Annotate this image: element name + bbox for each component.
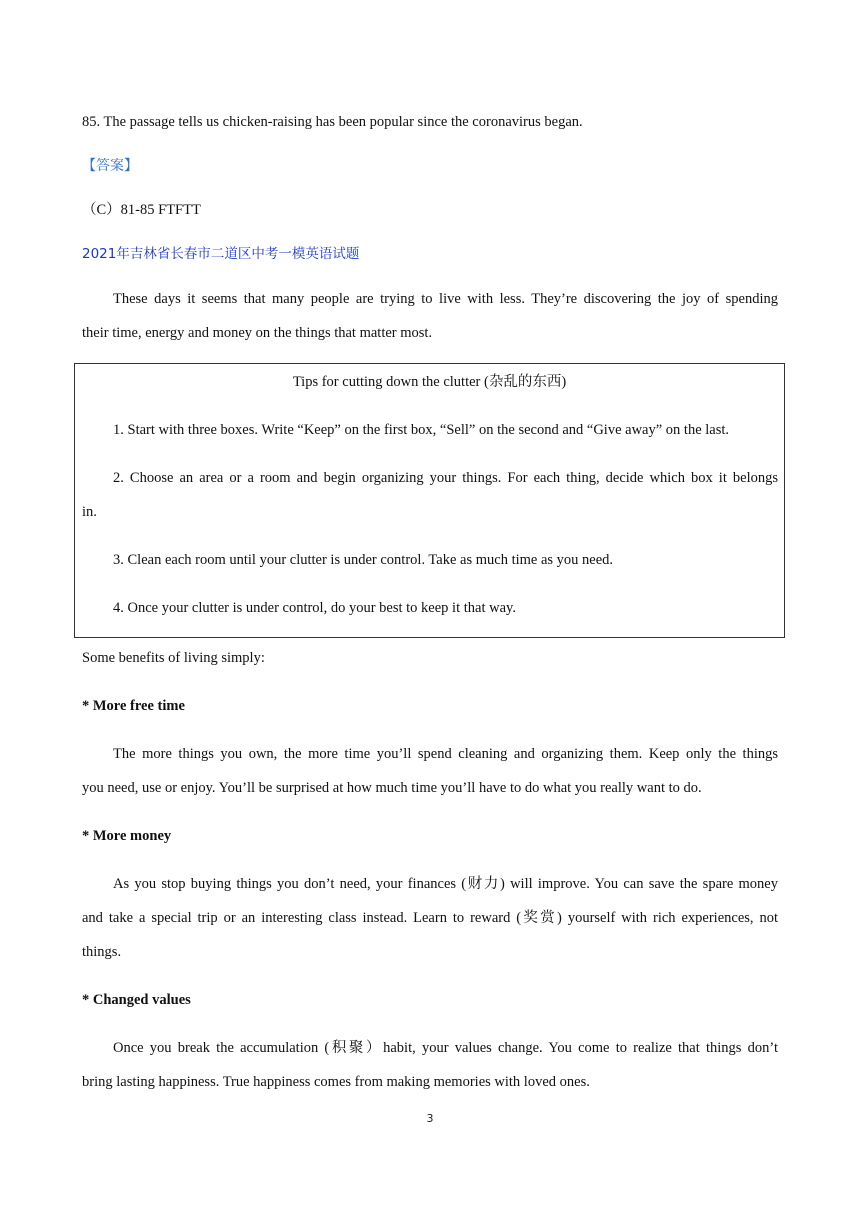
benefit-2-line-3: things. [82,944,122,960]
benefit-3-line-2: bring lasting happiness. True happiness comes from making memories with loved ones. [82,1074,590,1090]
benefit-2-heading: * More money [82,828,172,844]
source-title-link[interactable]: 2021年吉林省长春市二道区中考一模英语试题 [82,246,360,262]
answer-label: 【答案】 [82,158,138,174]
tip-3: 3. Clean each room until your clutter is under control. Take as much time as you need. [113,552,614,568]
benefit-3-heading: * Changed values [82,992,191,1008]
tip-2-line-1: 2. Choose an area or a room and begin organizing your things. For each thing, decide which box it belongs [113,470,778,486]
tip-2-line-2: in. [82,504,97,520]
page-number: 3 [426,1112,434,1125]
benefits-intro: Some benefits of living simply: [82,650,265,666]
benefit-3-line-1: Once you break the accumulation (积聚）habit, your values change. You come to realize that things don’t [113,1040,778,1056]
intro-line-2: their time, energy and money on the things that matter most. [82,325,433,341]
tips-title: Tips for cutting down the clutter (杂乱的东西) [292,374,567,390]
intro-line-1: These days it seems that many people are trying to live with less. They’re discovering the joy of spending [113,291,778,307]
tip-1: 1. Start with three boxes. Write “Keep” on the first box, “Sell” on the second and “Give away” on the last. [113,422,730,438]
benefit-2-line-2: and take a special trip or an interesting class instead. Learn to reward (奖赏) yourself with rich experiences, not [82,910,778,926]
tips-box [74,363,785,638]
benefit-1-line-2: you need, use or enjoy. You’ll be surprised at how much time you’ll have to do what you really want to do. [82,780,702,796]
benefit-1-line-1: The more things you own, the more time you’ll spend cleaning and organizing them. Keep only the things [113,746,778,762]
tip-4: 4. Once your clutter is under control, do your best to keep it that way. [113,600,516,616]
answer-text: （C）81-85 FTFTT [82,202,201,218]
question-85: 85. The passage tells us chicken-raising has been popular since the coronavirus began. [82,114,583,130]
benefit-2-line-1: As you stop buying things you don’t need, your finances (财力) will improve. You can save the spare money [113,876,778,892]
benefit-1-heading: * More free time [82,698,185,714]
